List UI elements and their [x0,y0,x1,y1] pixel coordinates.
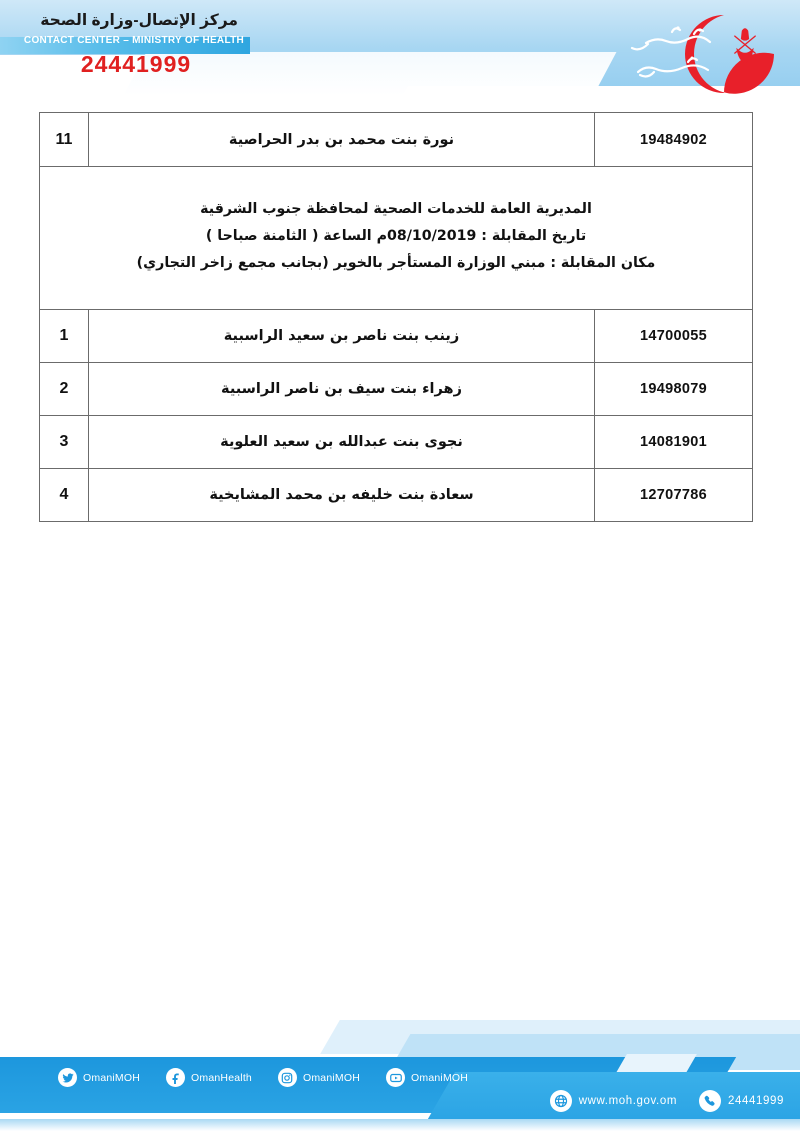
notice-directorate: المديرية العامة للخدمات الصحية لمحافظة جنوب الشرقية [200,200,592,217]
social-label-youtube: OmaniMOH [411,1071,469,1084]
social-label-facebook: OmanHealth [191,1071,252,1084]
twitter-icon [58,1068,77,1087]
social-link-facebook[interactable] [166,1068,252,1087]
social-link-youtube[interactable] [386,1068,468,1087]
table-row [40,469,753,522]
contact-center-phone: 24441999 [80,51,192,77]
candidate-id: 12707786 [640,487,707,503]
candidate-id: 19484902 [640,131,707,148]
cell-id [595,113,753,167]
cell-number [40,469,89,522]
candidate-name: سعادة بنت خليفه بن محمد المشايخية [209,487,474,503]
contact-center-arabic-label: مركز الإتصال-وزارة الصحة [40,12,238,29]
row-number: 11 [55,130,73,148]
interview-table [39,112,753,522]
notice-cell [40,167,753,310]
globe-icon [550,1090,572,1112]
social-links [58,1068,468,1087]
cell-name [89,469,595,522]
row-number: 2 [59,380,69,397]
cell-number [40,113,89,167]
cell-number [40,363,89,416]
candidate-id: 19498079 [640,381,707,397]
candidate-name: زهراء بنت سيف بن ناصر الراسبية [221,381,462,397]
notice-text [54,196,738,277]
facebook-icon [166,1068,185,1087]
social-link-instagram[interactable] [278,1068,360,1087]
notice-date-value: 08/10/2019 [387,227,477,244]
phone-icon [699,1090,721,1112]
cell-id [595,469,753,522]
social-label-instagram: OmaniMOH [302,1071,361,1084]
contact-center-block [0,10,248,79]
notice-row [40,167,753,310]
table-row [40,363,753,416]
social-label-twitter: OmaniMOH [83,1071,141,1084]
footer-contact-info [550,1090,784,1112]
row-number: 4 [59,486,69,503]
candidate-name: زينب بنت ناصر بن سعيد الراسبية [223,328,460,344]
cell-name [89,363,595,416]
instagram-icon [278,1068,297,1087]
footer-phone-label: 24441999 [728,1095,784,1107]
page-header [0,0,800,108]
footer-base-strip [0,1119,800,1131]
notice-date-line [54,223,738,250]
notice-location: مكان المقابلة : مبني الوزارة المستأجر بالخوير (بجانب مجمع زاخر التجاري) [136,254,656,271]
youtube-icon [386,1068,405,1087]
red-crescent-khanjar-emblem-icon [542,8,792,100]
cell-number [40,416,89,469]
cell-id [595,416,753,469]
cell-id [595,363,753,416]
table-row [40,310,753,363]
footer-website-label: www.moh.gov.om [578,1095,678,1107]
page-footer [0,1010,800,1131]
ministry-logo [542,8,792,100]
candidate-id: 14081901 [640,434,707,450]
candidate-name: نجوى بنت عبدالله بن سعيد العلوية [220,434,463,450]
row-number: 3 [59,433,69,450]
cell-id [595,310,753,363]
row-number: 1 [59,327,69,344]
notice-date-suffix: م الساعة ( الثامنة صباحا ) [205,227,387,244]
cell-name [89,310,595,363]
table-row [40,416,753,469]
social-link-twitter[interactable] [58,1068,140,1087]
footer-website[interactable] [550,1090,677,1112]
interview-table-wrapper [43,112,753,522]
cell-name [89,113,595,167]
notice-date-prefix: تاريخ المقابلة : [476,227,587,244]
contact-center-english-label: CONTACT CENTER – MINISTRY OF HEALTH [23,35,245,46]
cell-name [89,416,595,469]
table-row [40,113,753,167]
candidate-name: نورة بنت محمد بن بدر الحراصية [228,131,455,148]
candidate-id: 14700055 [640,328,707,344]
footer-phone[interactable] [699,1090,784,1112]
cell-number [40,310,89,363]
